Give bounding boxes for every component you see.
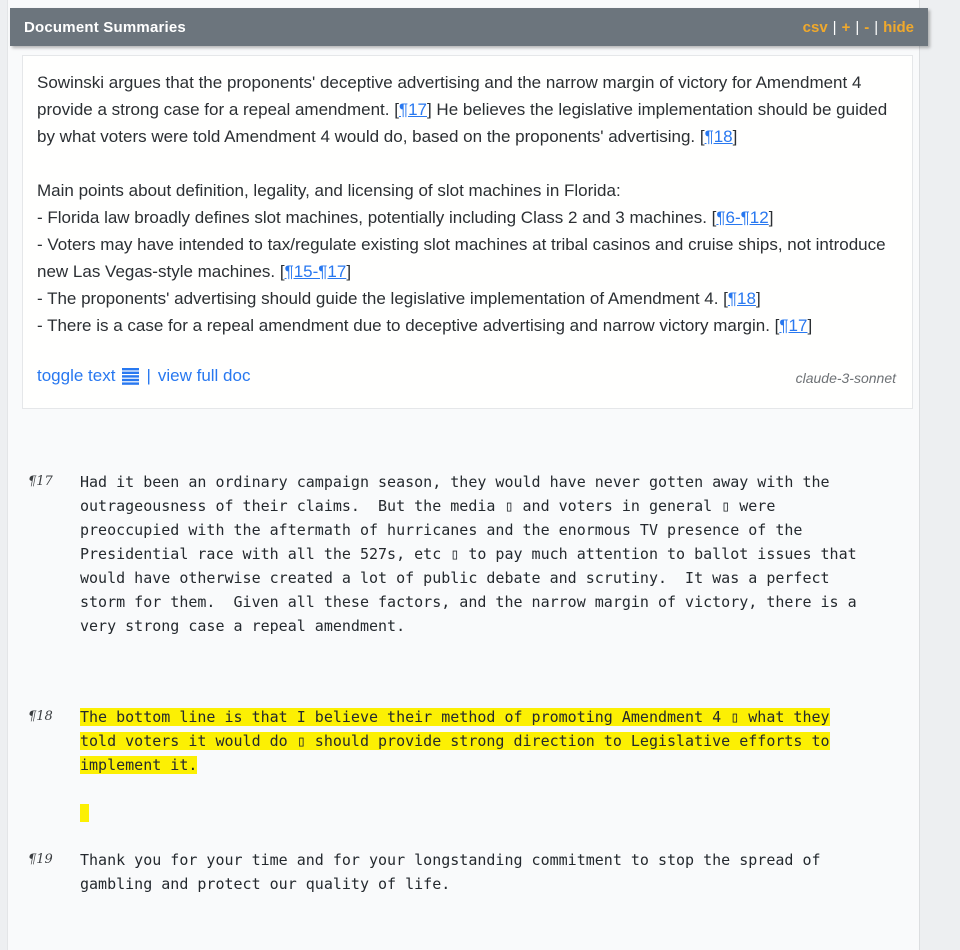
- highlighted-text: The bottom line is that I believe their method of promoting Amendment 4 ▯ what they told voters it would do ▯ should provide strong direction to Legislative efforts to implement it.: [80, 708, 830, 774]
- summary-footer: [37, 366, 896, 386]
- paragraph-ref-link[interactable]: ¶6-¶12: [716, 208, 769, 227]
- doc-paragraph-row: [0, 848, 913, 896]
- summary-text: [37, 69, 896, 339]
- text-run: Had it been an ordinary campaign season, they would have never gotten away with the outrageousness of their claims. But the media ▯ and voters in general ▯ were preoccupied with the aftermath of hurricanes and the enormous TV presence of the Presidential race with all the 527s, etc ▯ to pay much attention to ballot issues that would have otherwise created a lot of public debate and scrutiny. It was a perfect storm for them. Given all these factors, and the narrow margin of victory, there is a very strong case a repeal amendment.: [80, 473, 857, 635]
- header-action-csv[interactable]: csv: [802, 18, 828, 36]
- paragraph-marker: ¶18: [28, 709, 53, 724]
- highlighted-text: [80, 804, 89, 822]
- paragraph-ref-link[interactable]: ¶15-¶17: [284, 262, 347, 281]
- header-actions: [803, 19, 914, 36]
- model-name-label: claude-3-sonnet: [795, 370, 896, 386]
- view-full-doc-link[interactable]: view full doc: [157, 366, 251, 385]
- paragraph-ref-link[interactable]: ¶17: [779, 316, 808, 335]
- text-run: ]: [807, 316, 813, 335]
- doc-paragraph-row: [0, 470, 913, 638]
- panel-title: Document Summaries: [24, 18, 186, 36]
- document-summaries-header: [10, 8, 928, 46]
- link-separator: |: [146, 366, 151, 385]
- summary-card: [22, 55, 913, 409]
- summary-links: [37, 366, 250, 386]
- text-run: ] He believes the legislative implementation should be guided by what voters were told Amendment 4 would do, based on the proponents' advertising. [: [37, 100, 892, 146]
- text-run: Main points about definition, legality, and licensing of slot machines in Florida: - Florida law broadly defines slot machines, potentially including Class 2 and 3 machines. [: [37, 181, 717, 227]
- paragraph-marker: ¶17: [28, 474, 53, 489]
- text-run: ] - Voters may have intended to tax/regulate existing slot machines at tribal casinos and cruise ships, not introduce new Las Vegas-style machines. [: [37, 208, 886, 281]
- header-link-separator: |: [874, 18, 879, 36]
- text-run: Sowinski argues that the proponents' deceptive advertising and the narrow margin of victory for Amendment 4 provide a strong case for a repeal amendment. [: [37, 73, 867, 119]
- header-action-expand[interactable]: +: [841, 18, 851, 36]
- doc-paragraph-row: [0, 705, 913, 825]
- text-run: Thank you for your time and for your longstanding commitment to stop the spread of gambling and protect our quality of life.: [80, 851, 821, 893]
- paragraph-text: [80, 705, 830, 825]
- toggle-text-link[interactable]: toggle text: [37, 366, 116, 385]
- text-lines-icon[interactable]: [122, 367, 139, 385]
- text-run: ] - The proponents' advertising should guide the legislative implementation of Amendment 4. [: [37, 262, 728, 308]
- summary-paragraph: [37, 69, 896, 150]
- summary-paragraph: [37, 177, 896, 339]
- header-action-hide[interactable]: hide: [883, 18, 914, 36]
- paragraph-marker: ¶19: [28, 852, 53, 867]
- header-link-separator: |: [832, 18, 837, 36]
- paragraph-ref-link[interactable]: ¶17: [398, 100, 427, 119]
- text-run: ]: [732, 127, 738, 146]
- paragraph-text: [80, 470, 857, 638]
- header-action-collapse[interactable]: -: [864, 18, 870, 36]
- paragraph-ref-link[interactable]: ¶18: [727, 289, 756, 308]
- paragraph-ref-link[interactable]: ¶18: [704, 127, 733, 146]
- document-text-section: [0, 470, 913, 896]
- text-run: ] - There is a case for a repeal amendment due to deceptive advertising and narrow victory margin. [: [37, 289, 780, 335]
- paragraph-text: [80, 848, 821, 896]
- header-link-separator: |: [855, 18, 860, 36]
